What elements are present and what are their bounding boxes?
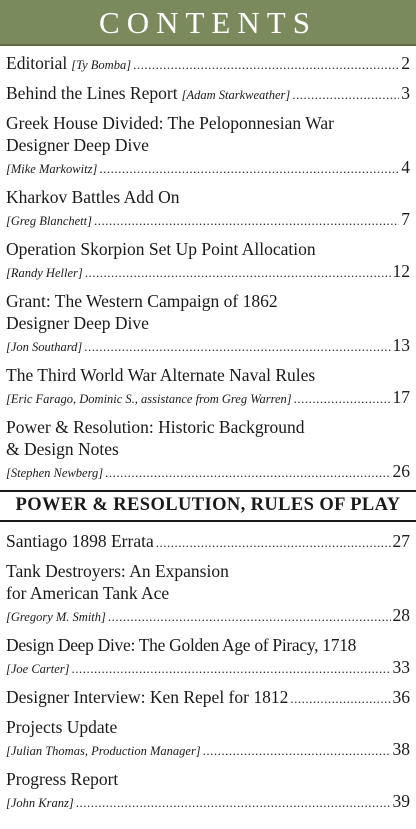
entry-author: [Ty Bomba] bbox=[71, 58, 132, 72]
contents-header bbox=[0, 0, 416, 46]
dot-leader bbox=[292, 84, 399, 106]
entry-title: Santiago 1898 Errata bbox=[6, 531, 154, 551]
toc-entry[interactable] bbox=[6, 716, 410, 762]
toc-entry[interactable] bbox=[6, 768, 410, 814]
toc-entry[interactable] bbox=[6, 52, 410, 76]
entry-title: Behind the Lines Report bbox=[6, 83, 178, 103]
dot-leader bbox=[156, 532, 391, 554]
entry-page: 4 bbox=[401, 157, 410, 177]
dot-leader bbox=[72, 658, 391, 680]
entry-page: 13 bbox=[392, 335, 410, 355]
entry-author: [Randy Heller] bbox=[6, 266, 83, 280]
entry-author: [Julian Thomas, Production Manager] bbox=[6, 744, 201, 758]
entry-page: 38 bbox=[392, 739, 410, 759]
dot-leader bbox=[108, 606, 391, 628]
entry-page: 27 bbox=[392, 531, 410, 551]
toc-entry[interactable] bbox=[6, 530, 410, 554]
page-title: CONTENTS bbox=[99, 4, 317, 40]
entry-title: The Third World War Alternate Naval Rules bbox=[6, 365, 316, 385]
entry-title: Greek House Divided: The Peloponnesian War bbox=[6, 113, 334, 133]
entry-author: [Mike Markowitz] bbox=[6, 162, 98, 176]
entry-author: [Adam Starkweather] bbox=[181, 88, 291, 102]
section-heading[interactable] bbox=[0, 490, 416, 522]
section-title: POWER & RESOLUTION, RULES OF PLAY bbox=[15, 495, 401, 515]
toc-entry[interactable] bbox=[6, 560, 410, 628]
dot-leader bbox=[294, 388, 391, 410]
entry-author: [Gregory M. Smith] bbox=[6, 610, 106, 624]
entry-title: Power & Resolution: Historic Background bbox=[6, 417, 305, 437]
dot-leader bbox=[94, 210, 399, 232]
entry-title: Designer Interview: Ken Repel for 1812 bbox=[6, 687, 289, 707]
toc-entry[interactable] bbox=[6, 290, 410, 358]
dot-leader bbox=[85, 262, 391, 284]
entry-page: 3 bbox=[401, 83, 410, 103]
entry-title: Design Deep Dive: The Golden Age of Piracy, 1718 bbox=[6, 635, 357, 655]
entry-title-line2: & Design Notes bbox=[6, 439, 119, 459]
entry-title-line2: for American Tank Ace bbox=[6, 583, 170, 603]
toc-entry[interactable] bbox=[6, 634, 410, 680]
dot-leader bbox=[99, 158, 399, 180]
entry-page: 33 bbox=[392, 657, 410, 677]
entry-page: 36 bbox=[392, 687, 410, 707]
entry-page: 39 bbox=[392, 791, 410, 811]
entry-author: [Jon Southard] bbox=[6, 340, 83, 354]
entry-author: [Eric Farago, Dominic S., assistance from Greg Warren] bbox=[6, 392, 292, 406]
entry-page: 7 bbox=[401, 209, 410, 229]
toc-entry[interactable] bbox=[6, 364, 410, 410]
dot-leader bbox=[290, 688, 390, 710]
table-of-contents bbox=[6, 52, 410, 820]
entry-page: 28 bbox=[392, 605, 410, 625]
toc-entry[interactable] bbox=[6, 82, 410, 106]
dot-leader bbox=[203, 740, 391, 762]
entry-title: Progress Report bbox=[6, 769, 119, 789]
dot-leader bbox=[105, 462, 390, 484]
entry-title: Tank Destroyers: An Expansion bbox=[6, 561, 229, 581]
toc-entry[interactable] bbox=[6, 112, 410, 180]
toc-entry[interactable] bbox=[6, 686, 410, 710]
entry-author: [Stephen Newberg] bbox=[6, 466, 104, 480]
entry-page: 2 bbox=[401, 53, 410, 73]
entry-page: 12 bbox=[392, 261, 410, 281]
entry-title: Kharkov Battles Add On bbox=[6, 187, 180, 207]
entry-title-line2: Designer Deep Dive bbox=[6, 313, 149, 333]
entry-title-line2: Designer Deep Dive bbox=[6, 135, 149, 155]
entry-page: 17 bbox=[392, 387, 410, 407]
entry-title: Projects Update bbox=[6, 717, 118, 737]
entry-page: 26 bbox=[392, 461, 410, 481]
entry-title: Editorial bbox=[6, 53, 68, 73]
dot-leader bbox=[133, 54, 399, 76]
toc-entry[interactable] bbox=[6, 238, 410, 284]
entry-title: Operation Skorpion Set Up Point Allocation bbox=[6, 239, 316, 259]
dot-leader bbox=[76, 792, 391, 814]
entry-title: Grant: The Western Campaign of 1862 bbox=[6, 291, 278, 311]
toc-entry[interactable] bbox=[6, 416, 410, 484]
entry-author: [Greg Blanchett] bbox=[6, 214, 92, 228]
entry-author: [Joe Carter] bbox=[6, 662, 70, 676]
toc-entry[interactable] bbox=[6, 186, 410, 232]
dot-leader bbox=[84, 336, 390, 358]
entry-author: [John Kranz] bbox=[6, 796, 74, 810]
